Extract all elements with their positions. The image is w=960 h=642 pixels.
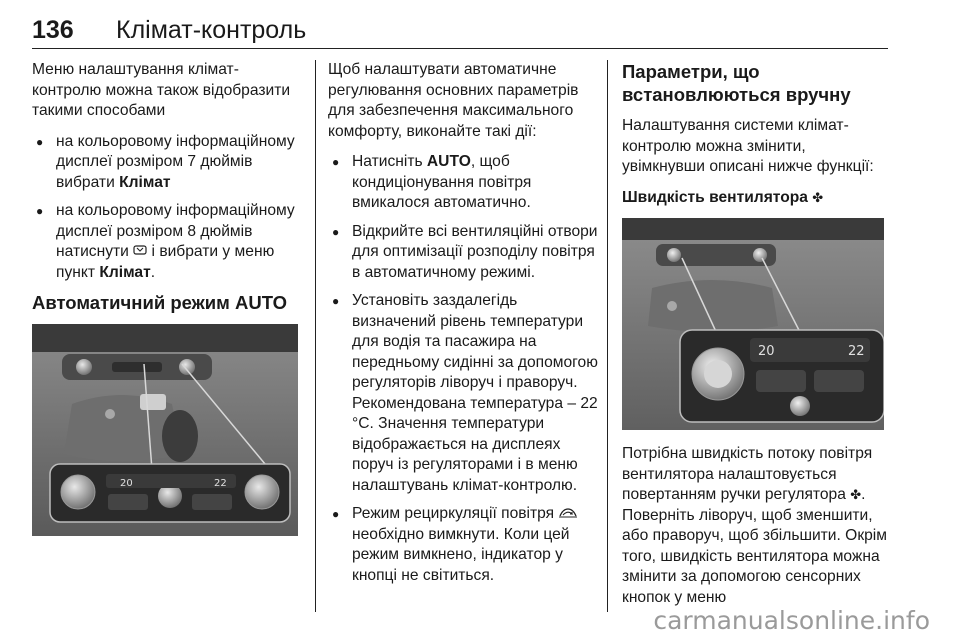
air-recirculation-icon	[558, 504, 578, 525]
section-heading-auto: Автоматичний режим AUTO	[32, 292, 288, 313]
fan-icon: ✤	[812, 189, 824, 205]
intro-text: Щоб налаштувати автоматичне регулювання основних параметрів для забезпечення максимального комфорту, виконайте такі дії:	[328, 61, 579, 140]
bullet-list	[32, 132, 302, 284]
climate-panel-photo	[32, 324, 298, 536]
menu-item-climate: Клімат	[119, 173, 171, 191]
page-number: 136	[32, 16, 74, 44]
column-1	[32, 60, 302, 550]
list-item: ● на кольоровому інформаційному дисплеї розміром 8 дюймів натиснути і вибрати у меню пункт Клімат.	[32, 201, 302, 283]
list-item: ● Відкрийте всі вентиляційні отвори для оптимізації розподілу повітря в автоматичному режимі.	[328, 222, 598, 284]
bullet-list	[328, 152, 598, 586]
section-heading-manual: Параметри, що встановлюються вручну	[622, 61, 851, 105]
fan-icon: ✤	[850, 487, 862, 502]
column-divider	[315, 60, 316, 612]
menu-item-climate: Клімат	[99, 263, 151, 281]
subheading-fan-speed: Швидкість вентилятора ✤	[622, 188, 890, 209]
page-header	[32, 10, 888, 49]
list-item: ● на кольоровому інформаційному дисплеї розміром 7 дюймів вибрати Клімат	[32, 132, 302, 194]
auto-label: AUTO	[426, 153, 471, 170]
panel-temp-left: 20	[120, 478, 133, 489]
column-2	[328, 60, 598, 594]
fan-speed-text: Потрібна швидкість потоку повітря вентилятора налаштовується повертанням ручки регулятора ✤. Поверніть ліворуч, щоб зменшити, або праворуч, щоб збільшити. Окрім того, швидкість вентилятора можна змінити за допомогою сенсорних кнопок у меню	[622, 445, 887, 606]
list-item: ● Установіть заздалегідь визначений рівень температури для водія та пасажира на передньому сидінні за допомогою регуляторів ліворуч і праворуч. Рекомендована температура – 22 °C. Значення температури відображається на дисплеях поруч із регуляторами і в меню налаштувань клімат-контролю.	[328, 291, 598, 496]
intro-text: Налаштування системи клімат-контролю можна змінити, увімкнувши описані нижче функції:	[622, 117, 874, 175]
page-title: Клімат-контроль	[116, 16, 307, 44]
list-item: ● Режим рециркуляції повітря необхідно вимкнути. Коли цей режим вимкнено, індикатор у кнопці не світиться.	[328, 504, 598, 586]
climate-screen-icon	[133, 242, 147, 263]
panel-temp-right: 22	[848, 344, 865, 359]
intro-text: Меню налаштування клімат-контролю можна також відобразити такими способами	[32, 61, 291, 119]
column-3	[622, 60, 890, 618]
panel-temp-left: 20	[758, 344, 775, 359]
column-divider	[607, 60, 608, 612]
panel-temp-right: 22	[214, 478, 227, 489]
list-item: ● Натисніть AUTO, щоб кондиціонування повітря вмикалося автоматично.	[328, 152, 598, 214]
watermark: carmanualsonline.info	[653, 606, 930, 635]
fan-control-photo	[622, 218, 884, 430]
